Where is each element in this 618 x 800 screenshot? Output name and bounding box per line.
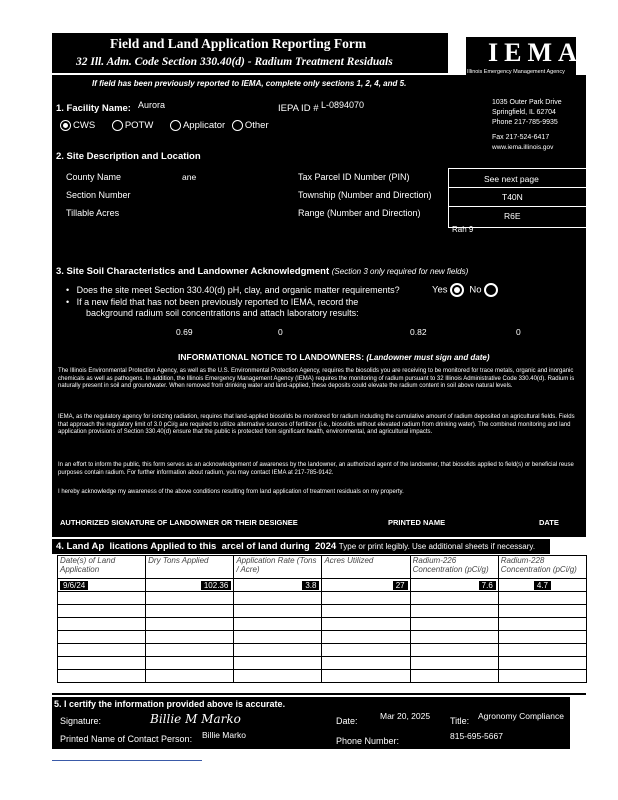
soil-bullet-2: • If a new field that has not been previously reported to IEMA, record the xyxy=(66,297,359,307)
agency-website[interactable]: www.iema.illinois.gov xyxy=(492,144,554,151)
notice-heading: INFORMATIONAL NOTICE TO LANDOWNERS: (Landowner must sign and date) xyxy=(178,352,490,362)
soil-yes-no: Yes No xyxy=(432,283,498,297)
col-header-ra228: Radium-228 Concentration (pCi/g) xyxy=(498,556,586,579)
table-cell[interactable]: 3.8 xyxy=(234,579,322,592)
township-label: Township (Number and Direction) xyxy=(298,190,432,200)
applicator-radio[interactable] xyxy=(170,120,181,131)
section4-heading: 4. Land Ap lications Applied to this arcel of land during 2024 Type or print legibly. Use additional sheets if necessary. xyxy=(56,541,536,552)
table-row xyxy=(58,631,587,644)
signature-label: Signature: xyxy=(60,716,102,726)
facility-type-options xyxy=(60,120,269,131)
table-cell[interactable] xyxy=(146,631,234,644)
phone-value[interactable]: 815-695-5667 xyxy=(450,731,503,741)
box-divider-2 xyxy=(448,206,586,207)
phone-label: Phone Number: xyxy=(336,736,400,746)
township-value[interactable]: T40N xyxy=(502,192,523,202)
col-header-date: Date(s) of Land Application xyxy=(58,556,146,579)
table-cell[interactable] xyxy=(322,631,410,644)
notice-paragraph-3: In an effort to inform the public, this form serves as an acknowledgement of awareness by the landowner, an authorized agent of the landowner, that biosolids applied to field(s) or beneficial reuse purposes contain radium. For further information about radium, you may contact IEMA at 217-785-9142. xyxy=(58,462,574,476)
cws-radio[interactable] xyxy=(60,120,71,131)
potw-radio[interactable] xyxy=(112,120,123,131)
notice-paragraph-1: The Illinois Environmental Protection Agency, as well as the U.S. Environmental Protection Agency, requires the biosolids you are receiving to be monitored for trace metals, organic and inorganic chemicals as well as pathogens. In addition, the Illinois Emergency Management Agency (IEMA) requires the monitoring of radium pursuant to 32 Illinois Administrative Code 330.40(d). Radium is naturally present in soil and groundwater. When removed from drinking water and land-applied, these deposits could elevate the radium content in soil above natural levels. xyxy=(58,368,575,390)
table-cell[interactable] xyxy=(410,618,498,631)
table-cell[interactable] xyxy=(410,592,498,605)
col-header-ra226: Radium-226 Concentration (pCi/g) xyxy=(410,556,498,579)
table-cell[interactable] xyxy=(322,618,410,631)
table-cell[interactable] xyxy=(322,605,410,618)
notice-paragraph-4: I hereby acknowledge my awareness of the above conditions resulting from land application of treatment residuals on my property. xyxy=(58,489,404,495)
soil-value-3[interactable]: 0.82 xyxy=(410,327,427,337)
table-cell[interactable] xyxy=(58,631,146,644)
footer-rule xyxy=(52,760,202,761)
table-cell[interactable] xyxy=(234,657,322,670)
table-cell[interactable] xyxy=(234,605,322,618)
table-row xyxy=(58,605,587,618)
agency-phone: Phone 217-785-9935 xyxy=(492,119,558,126)
section5-heading: 5. I certify the information provided above is accurate. xyxy=(54,699,286,709)
range-value[interactable]: R6E xyxy=(504,211,521,221)
table-cell[interactable] xyxy=(146,618,234,631)
table-cell[interactable] xyxy=(58,670,146,683)
title-label: Title: xyxy=(450,716,470,726)
table-cell[interactable] xyxy=(410,644,498,657)
table-cell[interactable] xyxy=(234,631,322,644)
table-header-row xyxy=(58,556,587,579)
soil-bullet-2-cont: background radium soil concentrations and attach laboratory results: xyxy=(86,308,359,318)
landowner-signature-label: AUTHORIZED SIGNATURE OF LANDOWNER OR THEIR DESIGNEE xyxy=(60,518,298,527)
table-cell[interactable]: 102.36 xyxy=(146,579,234,592)
table-cell[interactable] xyxy=(322,592,410,605)
table-cell[interactable]: 9/6/24 xyxy=(58,579,146,592)
table-cell[interactable] xyxy=(58,618,146,631)
soil-bullet-1: • Does the site meet Section 330.40(d) pH, clay, and organic matter requirements? xyxy=(66,285,400,295)
title-value[interactable]: Agronomy Compliance xyxy=(478,711,564,721)
agency-fax: Fax 217-524-6417 xyxy=(492,134,550,141)
no-radio[interactable] xyxy=(484,283,498,297)
option-potw[interactable]: POTW xyxy=(112,120,154,131)
table-cell[interactable]: 27 xyxy=(322,579,410,592)
table-cell[interactable] xyxy=(322,670,410,683)
agency-name: Illinois Emergency Management Agency xyxy=(467,69,565,75)
col-header-dry-tons: Dry Tons Applied xyxy=(146,556,234,579)
iepa-id-value[interactable]: L-0894070 xyxy=(321,100,365,110)
table-cell[interactable] xyxy=(410,605,498,618)
table-cell[interactable] xyxy=(58,605,146,618)
landowner-printed-name-label: PRINTED NAME xyxy=(388,518,446,527)
table-cell[interactable] xyxy=(234,670,322,683)
table-row xyxy=(58,579,587,592)
soil-value-1[interactable]: 0.69 xyxy=(176,327,193,337)
county-value[interactable]: ane xyxy=(182,172,197,182)
section3-heading: 3. Site Soil Characteristics and Landowner Acknowledgment (Section 3 only required for new fields) xyxy=(56,266,469,277)
table-row xyxy=(58,618,587,631)
table-cell[interactable] xyxy=(498,605,586,618)
agency-address-1: 1035 Outer Park Drive xyxy=(492,99,562,106)
table-cell[interactable] xyxy=(498,618,586,631)
table-cell[interactable] xyxy=(58,644,146,657)
table-cell[interactable]: 7.6 xyxy=(410,579,498,592)
section5-divider xyxy=(52,693,586,695)
landowner-date-label: DATE xyxy=(539,518,559,527)
printed-name-value[interactable]: Billie Marko xyxy=(202,730,246,740)
option-applicator[interactable]: Applicator xyxy=(170,120,225,131)
range-extra-note: Rah 9 xyxy=(452,225,474,234)
form-title: Field and Land Application Reporting Form xyxy=(110,36,367,51)
facility-name-value[interactable]: Aurora xyxy=(138,100,166,110)
table-row xyxy=(58,592,587,605)
date-label: Date: xyxy=(336,716,358,726)
table-cell[interactable] xyxy=(146,592,234,605)
box-divider-1 xyxy=(448,187,586,188)
agency-logo: IEMA xyxy=(488,38,583,67)
soil-value-4[interactable]: 0 xyxy=(516,327,521,337)
table-cell[interactable] xyxy=(410,631,498,644)
agency-address-2: Springfield, IL 62704 xyxy=(492,109,556,116)
notice-paragraph-2: IEMA, as the regulatory agency for ionizing radiation, requires that land-applied biosolids be monitored for radium including the cumulative amount of radium deposited on agricultural fields. Fields that approach the regulatory limit of 3.0 pCi/g are required to utilize alternative sources of fertilizer (i.e., biosolids without elevated radium from drinking water). The combined monitoring and land application provisions of Section 330.40(d) ensure that the public is protected from significant health, environmental, and agricultural impacts. xyxy=(58,414,575,436)
section-number-label: Section Number xyxy=(66,190,131,200)
soil-value-2[interactable]: 0 xyxy=(278,327,283,337)
iepa-id-label: IEPA ID # xyxy=(278,103,319,114)
tillable-acres-label: Tillable Acres xyxy=(66,208,120,218)
signature-value[interactable]: Billie M Marko xyxy=(150,712,241,726)
table-cell[interactable] xyxy=(58,657,146,670)
table-cell[interactable] xyxy=(146,670,234,683)
table-cell[interactable] xyxy=(146,657,234,670)
tax-parcel-value[interactable]: See next page xyxy=(484,174,539,184)
section1-heading: 1. Facility Name: xyxy=(56,103,131,114)
table-cell[interactable] xyxy=(146,605,234,618)
option-other[interactable]: Other xyxy=(232,120,269,131)
col-header-acres: Acres Utilized xyxy=(322,556,410,579)
county-label: County Name xyxy=(66,172,122,182)
table-cell[interactable] xyxy=(146,644,234,657)
table-cell[interactable] xyxy=(322,657,410,670)
table-cell[interactable] xyxy=(234,644,322,657)
table-cell[interactable] xyxy=(234,592,322,605)
land-application-table xyxy=(57,555,587,683)
printed-name-label: Printed Name of Contact Person: xyxy=(60,734,193,744)
tax-parcel-label: Tax Parcel ID Number (PIN) xyxy=(298,172,410,182)
table-cell[interactable]: 4.7 xyxy=(498,579,586,592)
table-cell[interactable] xyxy=(498,670,586,683)
table-row xyxy=(58,657,587,670)
table-cell[interactable] xyxy=(498,657,586,670)
table-cell[interactable] xyxy=(234,618,322,631)
table-cell[interactable] xyxy=(498,592,586,605)
other-radio[interactable] xyxy=(232,120,243,131)
table-cell[interactable] xyxy=(498,631,586,644)
instruction-text: If field has been previously reported to IEMA, complete only sections 1, 2, 4, and 5. xyxy=(92,79,407,88)
option-cws[interactable]: CWS xyxy=(60,120,95,131)
yes-radio[interactable] xyxy=(450,283,464,297)
date-value[interactable]: Mar 20, 2025 xyxy=(380,711,431,721)
table-cell[interactable] xyxy=(58,592,146,605)
table-cell[interactable] xyxy=(498,644,586,657)
table-cell[interactable] xyxy=(410,670,498,683)
form-subtitle: 32 Ill. Adm. Code Section 330.40(d) - Radium Treatment Residuals xyxy=(76,56,393,68)
col-header-rate: Application Rate (Tons / Acre) xyxy=(234,556,322,579)
table-cell[interactable] xyxy=(410,657,498,670)
section2-heading: 2. Site Description and Location xyxy=(56,151,201,162)
table-cell[interactable] xyxy=(322,644,410,657)
range-label: Range (Number and Direction) xyxy=(298,208,421,218)
table-row xyxy=(58,644,587,657)
table-row xyxy=(58,670,587,683)
